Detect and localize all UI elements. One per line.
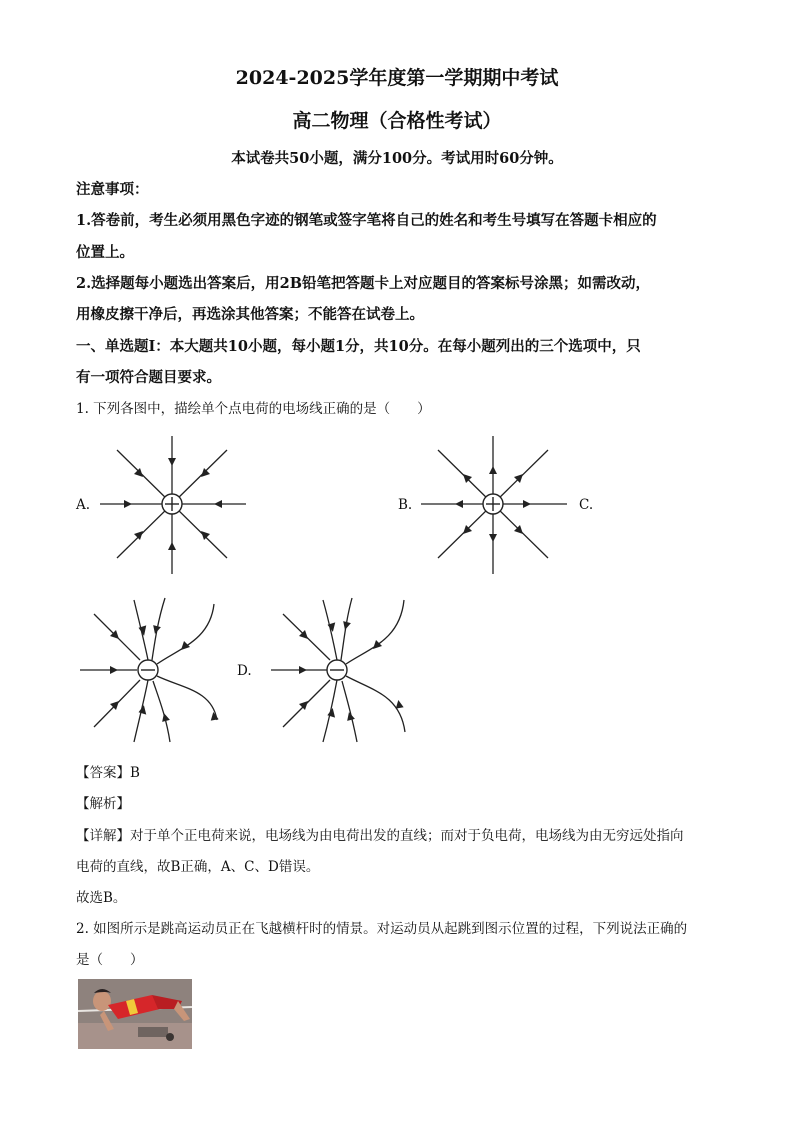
section-heading-line-1: 一、单选题Ⅰ：本大题共10小题，每小题1分，共10分。在每小题列出的三个选项中，只	[76, 338, 641, 355]
exam-title: 2024-2025学年度第一学期期中考试	[235, 67, 559, 89]
option-a-label: A.	[76, 497, 91, 513]
notice-heading: 注意事项：	[76, 181, 149, 198]
analysis-heading: 【解析】	[76, 796, 130, 812]
detail-line-1: 【详解】对于单个正电荷来说，电场线为由电荷出发的直线；而对于负电荷，电场线为由无穷远处指向	[76, 828, 684, 844]
option-d-label: D.	[237, 663, 252, 679]
question-2-stem-line-2: 是（ ）	[76, 952, 144, 968]
option-b-label: B.	[398, 497, 413, 513]
notice-item-1-line-1: 1.答卷前，考生必须用黑色字迹的钢笔或签字笔将自己的姓名和考生号填写在答题卡相应的	[76, 212, 657, 229]
question-2-stem-line-1: 2. 如图所示是跳高运动员正在飞越横杆时的情景。对运动员从起跳到图示位置的过程，下列说法正确的	[76, 921, 688, 937]
exam-subtitle: 高二物理（合格性考试）	[292, 110, 502, 132]
question-1-stem: 1. 下列各图中，描绘单个点电荷的电场线正确的是（ ）	[76, 401, 431, 417]
option-c-label: C.	[579, 497, 594, 513]
exam-info: 本试卷共50小题，满分100分。考试用时60分钟。	[231, 150, 563, 167]
high-jump-photo	[78, 979, 192, 1049]
detail-line-2: 电荷的直线，故B正确，A、C、D错误。	[76, 859, 320, 875]
section-heading-line-2: 有一项符合题目要求。	[76, 369, 221, 386]
notice-item-1-line-2: 位置上。	[76, 244, 134, 261]
notice-item-2-line-2: 用橡皮擦干净后，再选涂其他答案；不能答在试卷上。	[76, 306, 424, 323]
answer-line: 【答案】B	[76, 765, 140, 781]
notice-item-2-line-1: 2.选择题每小题选出答案后，用2B铅笔把答题卡上对应题目的答案标号涂黑；如需改动，	[76, 275, 650, 292]
conclusion-line: 故选B。	[76, 890, 127, 906]
